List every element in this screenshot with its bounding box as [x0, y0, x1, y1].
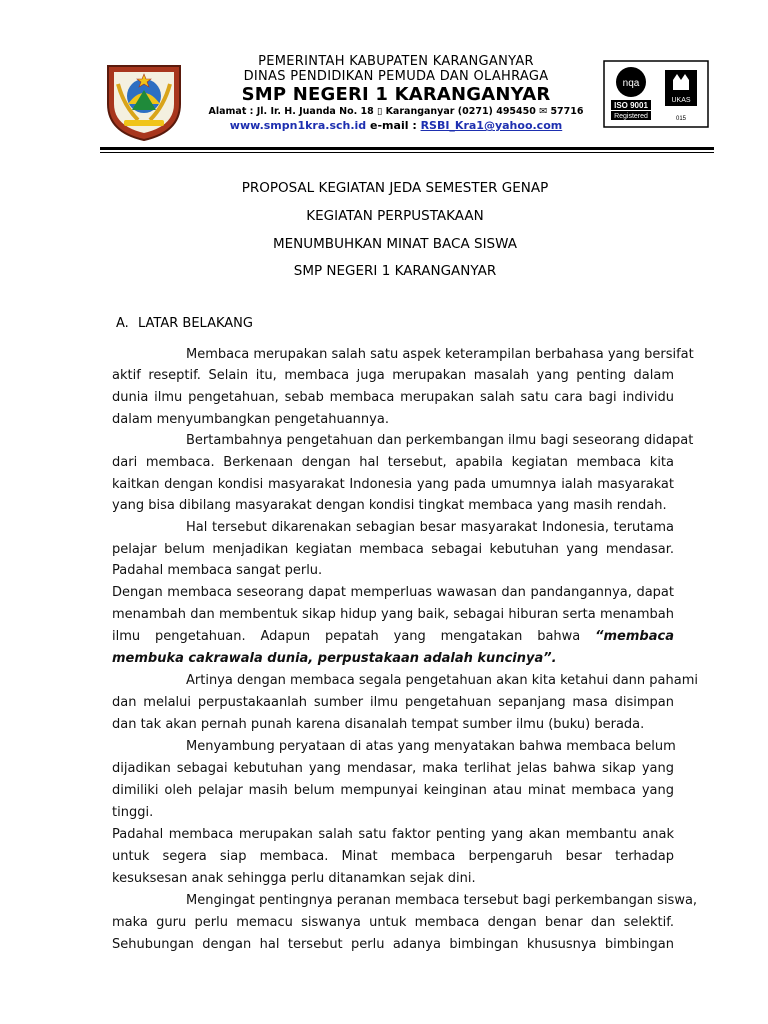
body-line: dalam menyumbangkan pengetahuannya. — [112, 412, 389, 427]
body-line: Membaca merupakan salah satu aspek keterampilan berbahasa yang bersifat — [186, 347, 694, 362]
letterhead-government: PEMERINTAH KABUPATEN KARANGANYAR — [258, 54, 534, 69]
body-line: dijadikan sebagai kebutuhan yang mendasar, maka terlihat jelas bahwa sikap yang — [112, 761, 674, 776]
body-line: Padahal membaca merupakan salah satu faktor penting yang akan membantu anak — [112, 827, 674, 842]
email-label: e-mail : — [370, 119, 417, 132]
body-line: Padahal membaca sangat perlu. — [112, 563, 323, 578]
body-line: Dengan membaca seseorang dapat memperluas wawasan dan pandangannya, dapat — [112, 585, 674, 600]
cert-ukas: UKAS — [671, 97, 691, 104]
body-line: kesuksesan anak sehingga perlu ditanamkan sejak dini. — [112, 871, 476, 886]
email-link[interactable]: RSBI_Kra1@yahoo.com — [420, 119, 563, 132]
quote-text: “membaca — [595, 629, 674, 644]
title-line-4: SMP NEGERI 1 KARANGANYAR — [293, 263, 497, 279]
cert-iso: ISO 9001 — [614, 101, 648, 110]
body-line: dan tak akan pernah punah karena disanalah tempat sumber ilmu (buku) berada. — [112, 717, 645, 732]
body-line: pelajar belum menjadikan kegiatan membaca sebagai kebutuhan yang mendasar. — [112, 542, 674, 557]
body-line: dari membaca. Berkenaan dengan hal tersebut, apabila kegiatan membaca kita — [112, 455, 674, 470]
title-line-2: KEGIATAN PERPUSTAKAAN — [306, 208, 484, 224]
body-text: ilmu pengetahuan. Adapun pepatah yang mengatakan bahwa — [112, 629, 581, 644]
letterhead-address: Alamat : Jl. Ir. H. Juanda No. 18 ▯ Karanganyar (0271) 495450 ✉ 57716 — [208, 106, 584, 117]
section-title: LATAR BELAKANG — [138, 316, 253, 331]
body-line: untuk segera siap membaca. Minat membaca berpengaruh besar terhadap — [112, 849, 674, 864]
body-line: Bertambahnya pengetahuan dan perkembangan ilmu bagi seseorang didapat — [186, 433, 694, 448]
letterhead-rule-thick — [100, 147, 714, 150]
title-line-3: MENUMBUHKAN MINAT BACA SISWA — [273, 236, 517, 252]
cert-number: 015 — [675, 116, 687, 122]
website-link[interactable]: www.smpn1kra.sch.id — [229, 119, 367, 132]
section-letter: A. — [116, 316, 129, 331]
body-line: Hal tersebut dikarenakan sebagian besar masyarakat Indonesia, terutama — [186, 520, 674, 535]
body-line: kaitkan dengan kondisi masyarakat Indonesia yang pada umumnya ialah masyarakat — [112, 477, 674, 492]
body-line: Mengingat pentingnya peranan membaca tersebut bagi perkembangan siswa, — [186, 893, 698, 908]
letterhead-rule-thin — [100, 152, 714, 153]
body-line — [112, 628, 674, 646]
body-line: Sehubungan dengan hal tersebut perlu adanya bimbingan khususnya bimbingan — [112, 937, 674, 952]
letterhead-school-name: SMP NEGERI 1 KARANGANYAR — [241, 84, 551, 105]
quote-line: membuka cakrawala dunia, perpustakaan adalah kuncinya”. — [112, 651, 557, 666]
body-line: dan melalui perpustakaanlah sumber ilmu pengetahuan sepanjang masa disimpan — [112, 695, 674, 710]
body-line: aktif reseptif. Selain itu, membaca juga merupakan masalah yang penting dalam — [112, 368, 674, 383]
cert-nqa: nqa — [622, 78, 640, 89]
body-line: menambah dan membentuk sikap hidup yang baik, sebagai hiburan serta menambah — [112, 607, 674, 622]
title-line-1: PROPOSAL KEGIATAN JEDA SEMESTER GENAP — [241, 180, 549, 196]
cert-registered: Registered — [614, 113, 648, 120]
body-line: tinggi. — [112, 805, 154, 820]
body-line: yang bisa dibilang masyarakat dengan kondisi tingkat membaca yang masih rendah. — [112, 498, 667, 513]
regency-logo-icon — [104, 60, 184, 142]
body-line: Menyambung peryataan di atas yang menyatakan bahwa membaca belum — [186, 739, 676, 754]
body-line: maka guru perlu memacu siswanya untuk membaca dengan benar dan selektif. — [112, 915, 674, 930]
certification-badge-icon — [603, 60, 709, 128]
body-line: dunia ilmu pengetahuan, sebab membaca merupakan salah satu cara bagi individu — [112, 390, 674, 405]
letterhead-contact — [196, 119, 596, 132]
section-heading — [116, 316, 253, 331]
body-line: dimiliki oleh pelajar masih belum mempunyai keinginan atau minat membaca yang — [112, 783, 674, 798]
body-line: Artinya dengan membaca segala pengetahuan akan kita ketahui dann pahami — [186, 673, 698, 688]
letterhead-department: DINAS PENDIDIKAN PEMUDA DAN OLAHRAGA — [243, 69, 549, 84]
